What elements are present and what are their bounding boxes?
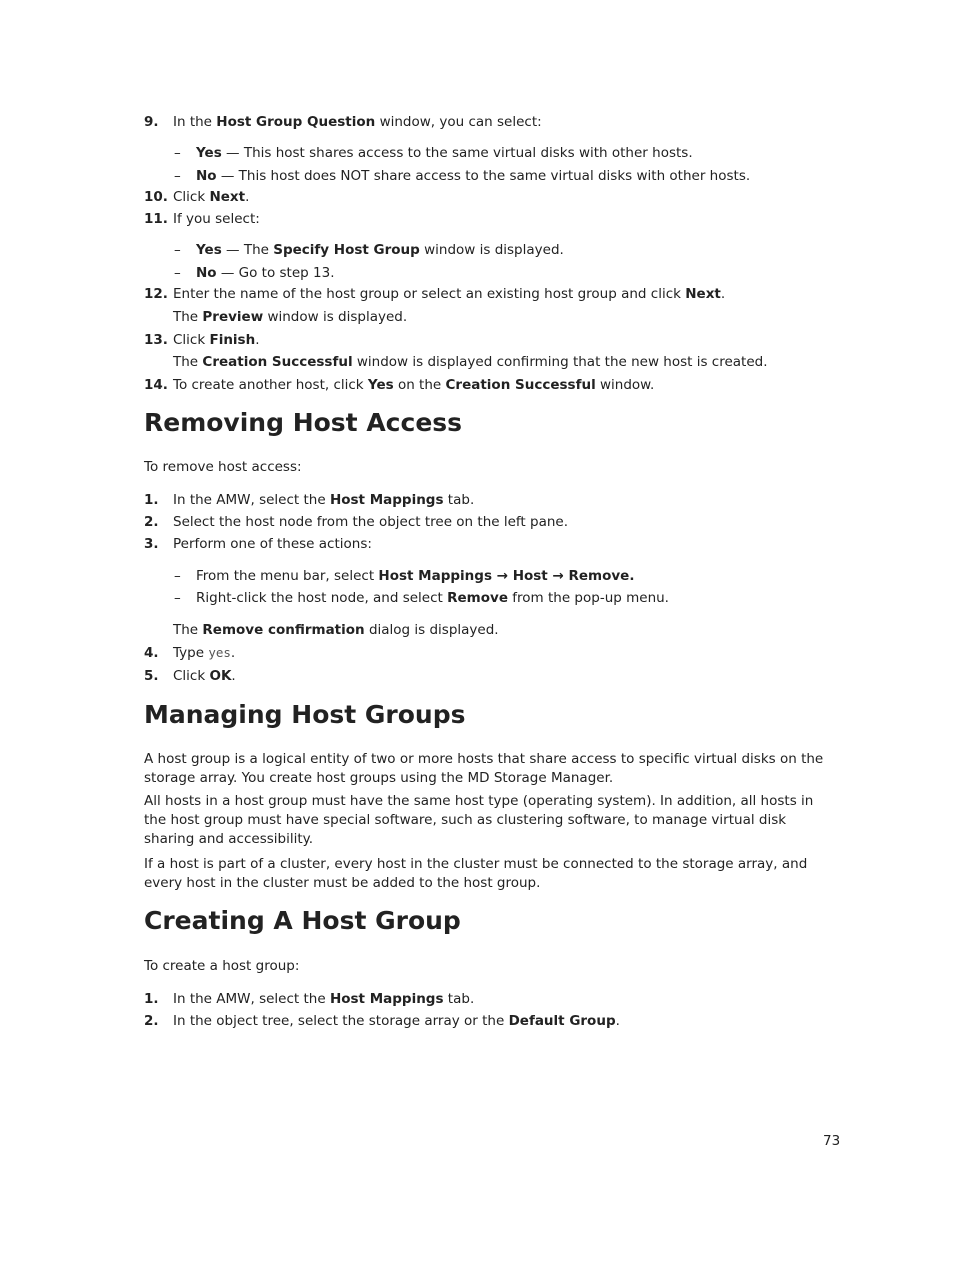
text-segment: In the AMW, select the	[173, 492, 330, 508]
text-segment: The	[173, 309, 203, 325]
text-segment: To create another host, click	[173, 377, 368, 393]
text-segment: In the	[173, 114, 217, 130]
bold-term: Remove confirmation	[202, 622, 365, 638]
text-segment: window is displayed confirming that the new host is created.	[352, 354, 768, 370]
step-number: 2.	[144, 514, 159, 530]
step-number: 14.	[144, 377, 168, 393]
bold-term: Default Group	[508, 1013, 616, 1029]
section-heading-removing-host-access: Removing Host Access	[144, 408, 463, 437]
text-segment: .	[720, 286, 726, 302]
text-segment: .	[245, 189, 250, 205]
bold-term: Creation Successful	[445, 377, 596, 393]
step-text	[173, 332, 260, 348]
step-text	[173, 668, 236, 684]
section-heading-creating-host-group: Creating A Host Group	[144, 906, 461, 935]
text-segment: The	[173, 354, 203, 370]
bold-term: Yes	[196, 145, 222, 161]
text-segment: tab.	[443, 492, 475, 508]
section-intro: To remove host access:	[144, 459, 302, 475]
step-text: Select the host node from the object tree on the left pane.	[173, 514, 569, 530]
step-number: 2.	[144, 1013, 159, 1029]
text-segment: from the pop-up menu.	[507, 590, 669, 606]
bold-term: Remove	[447, 590, 508, 606]
option-text	[196, 168, 750, 184]
text-segment: window is displayed.	[263, 309, 408, 325]
bold-term: Creation Successful	[202, 354, 353, 370]
text-segment: Click	[173, 668, 210, 684]
section-intro: To create a host group:	[144, 958, 300, 974]
step-text	[173, 645, 235, 661]
step-note	[173, 354, 768, 370]
code-text: yes	[208, 645, 231, 660]
bold-term: Preview	[202, 309, 264, 325]
text-segment: In the AMW, select the	[173, 991, 330, 1007]
bullet-dash: –	[174, 590, 181, 606]
step-text	[173, 492, 474, 508]
bullet-dash: –	[174, 168, 181, 184]
step-text	[173, 189, 249, 205]
text-segment: — The	[221, 242, 274, 258]
step-text	[173, 114, 542, 130]
text-segment: window.	[595, 377, 655, 393]
bold-term: Specify Host Group	[273, 242, 420, 258]
bullet-dash: –	[174, 265, 181, 281]
paragraph: All hosts in a host group must have the same host type (operating system). In addition, all hosts in the host group must have special software, such as clustering software, to manage virtual disk sharing and accessibility.	[144, 793, 814, 847]
option-text	[196, 568, 634, 584]
section-heading-managing-host-groups: Managing Host Groups	[144, 700, 466, 729]
text-segment: Right-click the host node, and select	[196, 590, 448, 606]
bold-term: No	[196, 168, 217, 184]
bold-term: OK	[209, 668, 232, 684]
step-number: 11.	[144, 211, 168, 227]
paragraph: A host group is a logical entity of two or more hosts that share access to specific virtual disks on the storage array. You create host groups using the MD Storage Manager.	[144, 751, 824, 786]
option-text	[196, 265, 334, 281]
text-segment: on the	[393, 377, 446, 393]
bold-term: Host Group Question	[216, 114, 376, 130]
step-number: 10.	[144, 189, 168, 205]
bold-term: Next	[685, 286, 721, 302]
text-segment: — This host shares access to the same virtual disks with other hosts.	[221, 145, 693, 161]
step-note	[173, 622, 499, 638]
text-segment: tab.	[443, 991, 475, 1007]
step-text: If you select:	[173, 211, 260, 227]
text-segment: .	[255, 332, 260, 348]
step-number: 12.	[144, 286, 168, 302]
text-segment: Click	[173, 189, 210, 205]
text-segment: — This host does NOT share access to the same virtual disks with other hosts.	[216, 168, 751, 184]
option-text	[196, 242, 564, 258]
step-number: 13.	[144, 332, 168, 348]
bold-term: No	[196, 265, 217, 281]
step-number: 1.	[144, 492, 159, 508]
step-note	[173, 309, 407, 325]
text-segment: .	[230, 645, 236, 661]
bold-term: Yes	[196, 242, 222, 258]
bullet-dash: –	[174, 568, 181, 584]
text-segment: From the menu bar, select	[196, 568, 379, 584]
paragraph: If a host is part of a cluster, every host in the cluster must be connected to the storage array, and every host in the cluster must be added to the host group.	[144, 856, 808, 891]
bullet-dash: –	[174, 145, 181, 161]
step-number: 5.	[144, 668, 159, 684]
bold-term: Host Mappings → Host → Remove.	[378, 568, 635, 584]
step-number: 3.	[144, 536, 159, 552]
step-text	[173, 377, 654, 393]
bold-term: Next	[209, 189, 246, 205]
text-segment: dialog is displayed.	[364, 622, 499, 638]
text-segment: .	[231, 668, 236, 684]
bold-term: Host Mappings	[329, 492, 444, 508]
text-segment: Enter the name of the host group or select an existing host group and click	[173, 286, 686, 302]
option-text	[196, 590, 669, 606]
text-segment: — Go to step 13.	[216, 265, 335, 281]
text-segment: Type	[173, 645, 209, 661]
step-number: 9.	[144, 114, 159, 130]
text-segment: The	[173, 622, 203, 638]
step-number: 4.	[144, 645, 159, 661]
option-text	[196, 145, 693, 161]
bold-term: Host Mappings	[329, 991, 444, 1007]
page-number: 73	[823, 1133, 841, 1149]
step-number: 1.	[144, 991, 159, 1007]
text-segment: Click	[173, 332, 210, 348]
text-segment: In the object tree, select the storage array or the	[173, 1013, 509, 1029]
bold-term: Yes	[367, 377, 394, 393]
text-segment: window, you can select:	[375, 114, 542, 130]
step-text	[173, 991, 474, 1007]
text-segment: .	[615, 1013, 620, 1029]
text-segment: window is displayed.	[419, 242, 564, 258]
step-text	[173, 286, 725, 302]
bullet-dash: –	[174, 242, 181, 258]
step-text: Perform one of these actions:	[173, 536, 372, 552]
step-text	[173, 1013, 620, 1029]
bold-term: Finish	[209, 332, 256, 348]
